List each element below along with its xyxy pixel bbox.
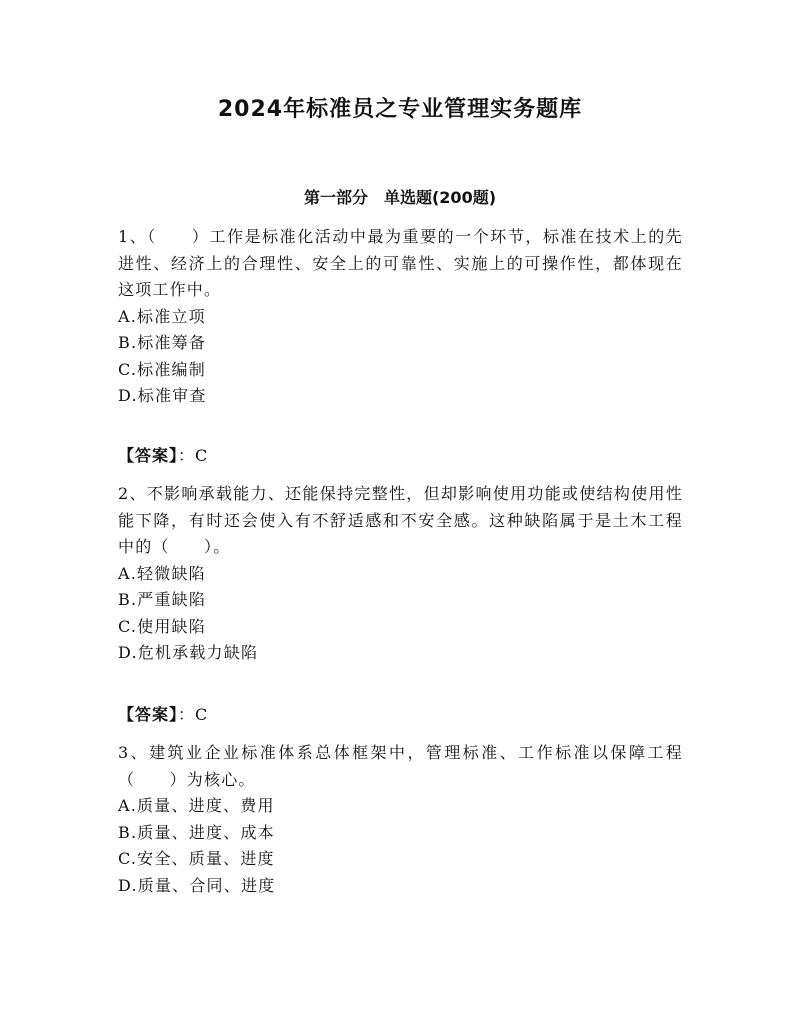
question-2-option-c: C.使用缺陷	[118, 616, 206, 636]
question-2-answer	[118, 702, 208, 725]
question-1	[118, 224, 683, 410]
answer-value: ：C	[178, 446, 209, 465]
question-2-option-d: D.危机承载力缺陷	[118, 643, 259, 662]
question-3	[118, 740, 683, 899]
answer-value: ：C	[178, 705, 209, 724]
question-1-option-a: A.标准立项	[118, 306, 206, 326]
question-1-option-c: C.标准编制	[118, 359, 206, 379]
question-2	[118, 481, 683, 667]
document-title: 2024年标准员之专业管理实务题库	[217, 97, 583, 122]
section-heading: 第一部分 单选题(200题)	[303, 188, 497, 207]
question-3-stem: 3、建筑业企业标准体系总体框架中，管理标准、工作标准以保障工程（ ）为核心。	[118, 743, 683, 789]
answer-label: 【答案】	[118, 446, 179, 465]
question-3-option-b: B.质量、进度、成本	[118, 822, 275, 842]
answer-label: 【答案】	[118, 705, 179, 724]
question-1-answer	[118, 443, 208, 466]
question-2-option-b: B.严重缺陷	[118, 590, 207, 609]
question-3-option-c: C.安全、质量、进度	[118, 849, 275, 868]
question-2-option-a: A.轻微缺陷	[118, 563, 206, 583]
question-3-option-d: D.质量、合同、进度	[118, 875, 276, 895]
question-2-stem: 2、不影响承载能力、还能保持完整性，但却影响使用功能或使结构使用性能下降，有时还会使入有不舒适感和不安全感。这种缺陷属于是土木工程中的（ ）。	[118, 484, 683, 556]
question-1-stem: 1、（ ）工作是标准化活动中最为重要的一个环节，标准在技术上的先进性、经济上的合理性、安全上的可靠性、实施上的可操作性，都体现在这项工作中。	[118, 227, 683, 299]
question-3-option-a: A.质量、进度、费用	[118, 796, 275, 815]
question-1-option-b: B.标准筹备	[118, 333, 207, 352]
question-1-option-d: D.标准审查	[118, 386, 207, 405]
